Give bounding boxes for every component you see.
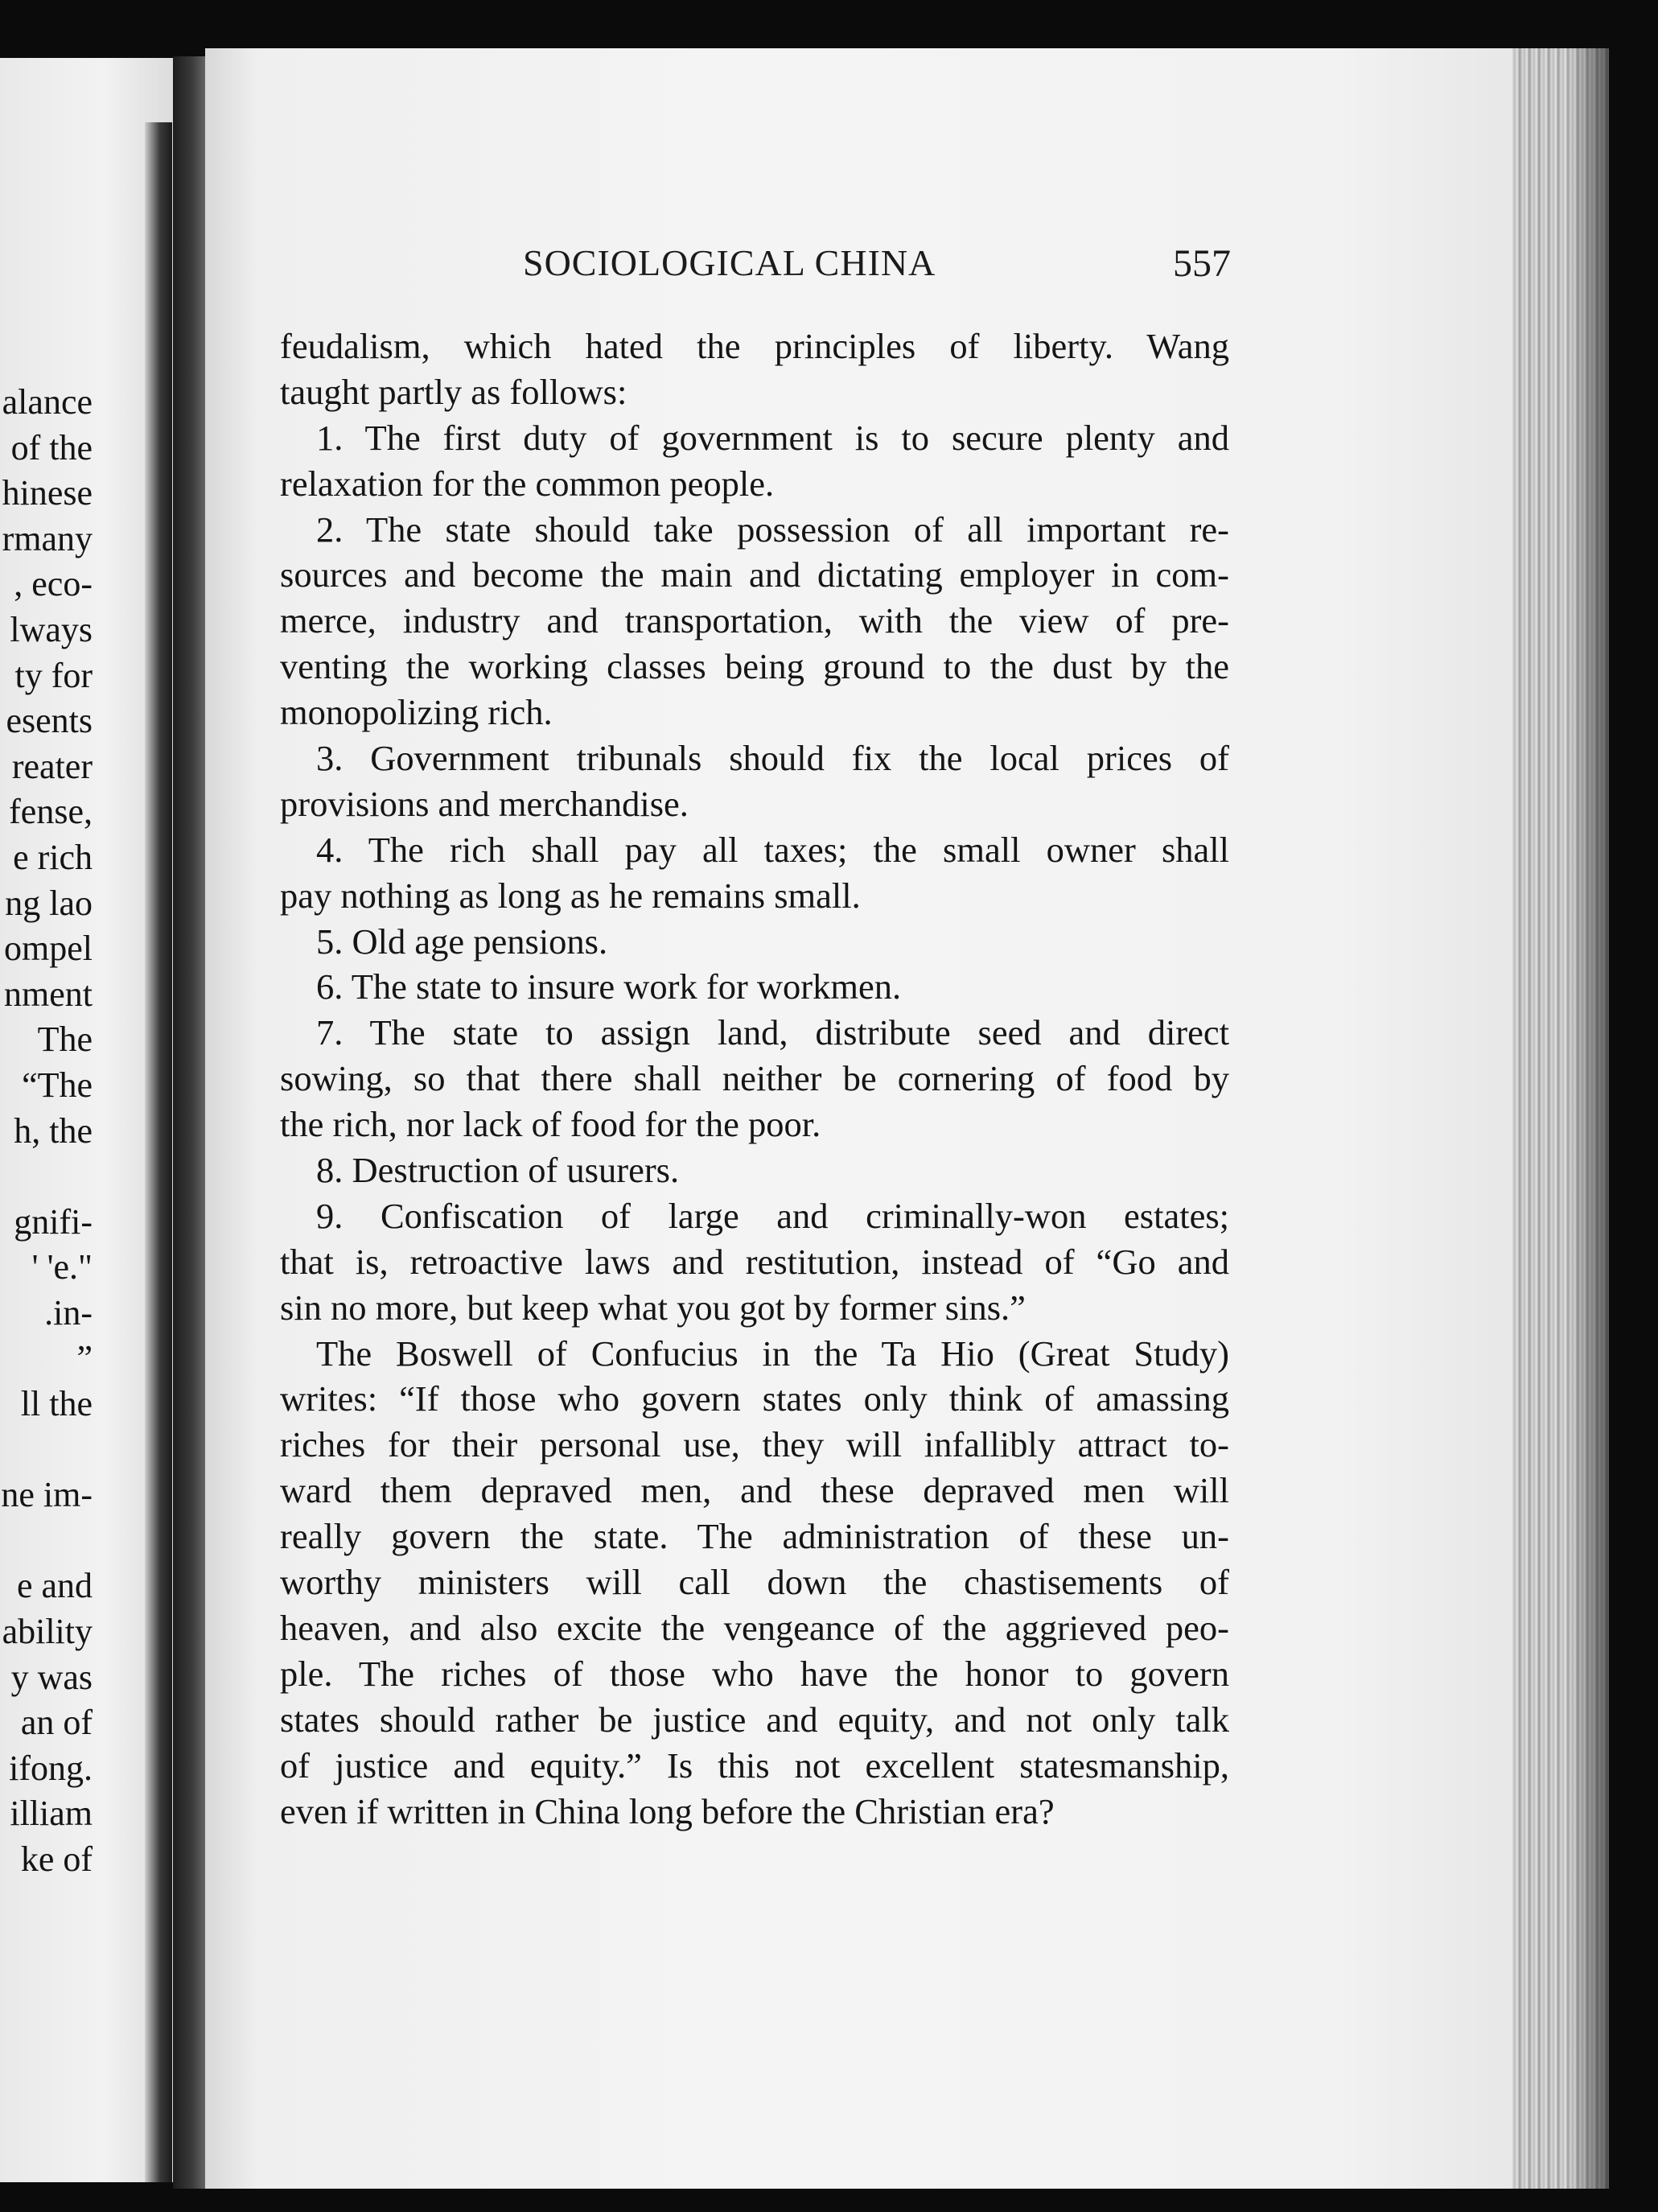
text-line: 3. Government tribunals should fix the local prices of (316, 738, 1229, 779)
text-line: states should rather be justice and equity, and not only talk (280, 1699, 1229, 1740)
left-page-line-fragment: ompel (4, 929, 93, 969)
text-line: the rich, nor lack of food for the poor. (280, 1104, 821, 1145)
text-line: 7. The state to assign land, distribute seed and direct (316, 1012, 1229, 1053)
left-page-line-fragment: ' 'e." (31, 1247, 93, 1287)
left-page-line-fragment: ng lao (5, 883, 93, 923)
text-line: taught partly as follows: (280, 371, 627, 412)
page-edge-shadow (1569, 48, 1609, 2189)
text-line: merce, industry and transportation, with the view of pre- (280, 600, 1229, 641)
left-page-line-fragment (0, 1154, 93, 1200)
left-page-line-fragment: illiam (10, 1794, 93, 1834)
text-line: really govern the state. The administration of these un- (280, 1516, 1229, 1557)
text-line: monopolizing rich. (280, 692, 553, 733)
text-line: 6. The state to insure work for workmen. (316, 966, 902, 1007)
text-line: heaven, and also excite the vengeance of the aggrieved peo- (280, 1607, 1229, 1648)
text-line: provisions and merchandise. (280, 783, 689, 824)
left-page-line-fragment: ll the (20, 1384, 93, 1424)
left-page-text-fragments (0, 380, 93, 1883)
left-page-line-fragment: h, the (14, 1110, 93, 1151)
left-page-line-fragment: e rich (13, 837, 93, 877)
left-page-line-fragment: ifong. (9, 1748, 93, 1788)
left-page-line-fragment: alance (2, 382, 93, 422)
text-line: feudalism, which hated the principles of liberty. Wang (280, 326, 1229, 366)
left-facing-page (0, 58, 173, 2182)
left-page-line-fragment: ty for (14, 655, 93, 695)
left-page-line-fragment: an of (20, 1703, 93, 1743)
text-line: of justice and equity.” Is this not excellent statesmanship, (280, 1744, 1229, 1786)
page-header (282, 241, 1231, 298)
left-page-line-fragment: rmany (2, 518, 93, 558)
left-page-gutter (145, 122, 172, 2182)
text-line: that is, retroactive laws and restitution, instead of “Go and (280, 1241, 1229, 1282)
left-page-line-fragment: esents (6, 701, 93, 741)
text-line: ward them depraved men, and these depraved men will (280, 1470, 1229, 1511)
text-line: ple. The riches of those who have the honor to govern (280, 1653, 1229, 1694)
left-page-line-fragment: “The (22, 1065, 93, 1105)
left-page-line-fragment (0, 1427, 93, 1473)
body-text (280, 323, 1229, 1834)
text-line: relaxation for the common people. (280, 463, 775, 504)
left-page-line-fragment: ne im- (1, 1475, 93, 1515)
left-page-line-fragment (0, 1518, 93, 1564)
left-page-line-fragment: The (37, 1019, 93, 1060)
left-page-line-fragment: e and (16, 1566, 93, 1606)
text-line: 1. The first duty of government is to secure plenty and (316, 417, 1229, 458)
text-line: 8. Destruction of usurers. (316, 1150, 680, 1191)
left-page-line-fragment: .in- (44, 1292, 93, 1333)
text-line: worthy ministers will call down the chastisements of (280, 1562, 1229, 1603)
text-line: pay nothing as long as he remains small. (280, 875, 861, 916)
text-line: sowing, so that there shall neither be cornering of food by (280, 1058, 1229, 1099)
left-page-line-fragment: y was (10, 1657, 93, 1697)
left-page-line-fragment: ke of (20, 1839, 93, 1879)
text-line: riches for their personal use, they will infallibly attract to- (280, 1424, 1229, 1465)
text-line: 2. The state should take possession of all important re- (316, 509, 1229, 550)
left-page-line-fragment: ” (76, 1338, 93, 1378)
text-line: sin no more, but keep what you got by former sins.” (280, 1287, 1026, 1328)
text-line: 5. Old age pensions. (316, 921, 608, 962)
left-page-line-fragment: reater (11, 746, 93, 786)
text-line: even if written in China long before the Christian era? (280, 1790, 1055, 1831)
running-title: SOCIOLOGICAL CHINA (523, 242, 936, 283)
text-line: sources and become the main and dictating employer in com- (280, 554, 1229, 595)
left-page-line-fragment: hinese (2, 473, 93, 513)
page-number: 557 (1173, 242, 1231, 285)
left-page-line-fragment: fense, (9, 792, 93, 832)
text-line: 9. Confiscation of large and criminally-won estates; (316, 1195, 1229, 1236)
left-page-line-fragment: nment (4, 974, 93, 1014)
text-line: 4. The rich shall pay all taxes; the small owner shall (316, 829, 1229, 870)
left-page-line-fragment: , eco- (14, 564, 93, 604)
left-page-line-fragment: lways (10, 609, 93, 649)
text-line: The Boswell of Confucius in the Ta Hio (Great Study) (316, 1333, 1229, 1374)
left-page-line-fragment: of the (10, 427, 93, 468)
left-page-line-fragment: gnifi- (14, 1201, 93, 1242)
text-line: venting the working classes being ground to the dust by the (280, 646, 1229, 687)
left-page-line-fragment: ability (2, 1612, 93, 1652)
text-line: writes: “If those who govern states only think of amassing (280, 1378, 1229, 1419)
